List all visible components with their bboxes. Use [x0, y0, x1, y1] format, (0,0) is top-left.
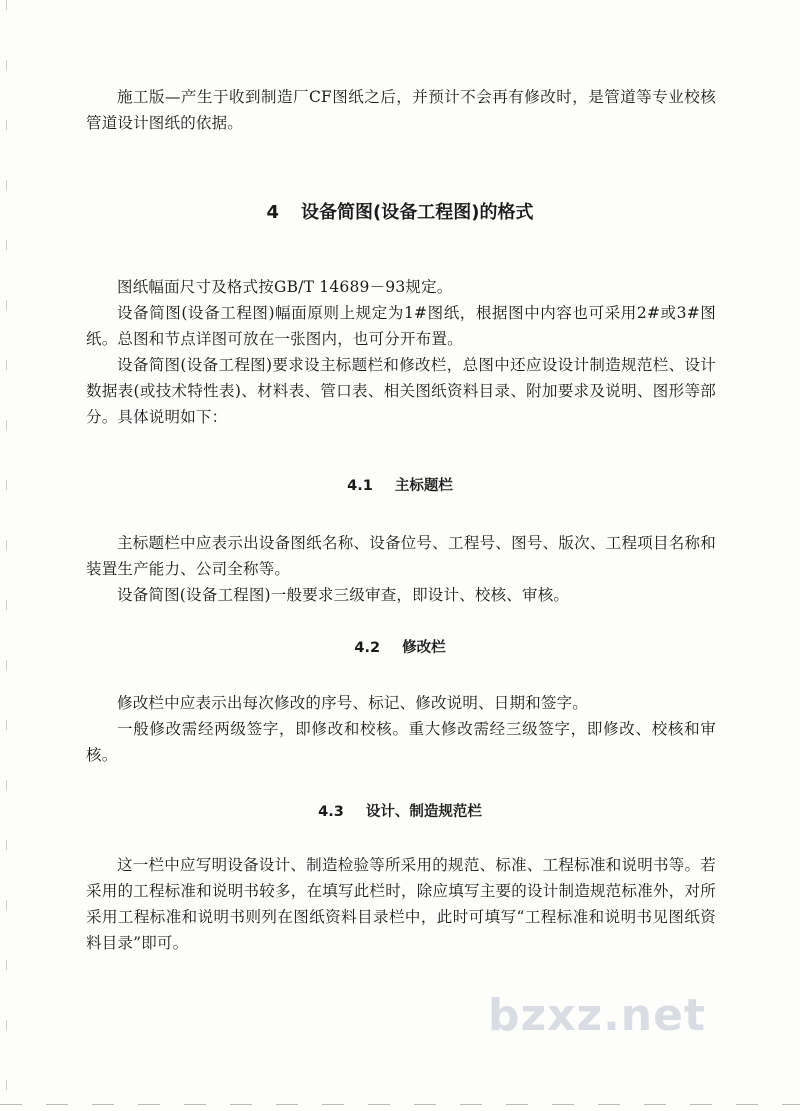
section-4-2-title: 修改栏 — [402, 640, 446, 656]
section-4-3-number: 4.3 — [318, 804, 344, 820]
section-4-title: 设备简图(设备工程图)的格式 — [301, 202, 534, 223]
section-4-3-paragraph-1: 这一栏中应写明设备设计、制造检验等所采用的规范、标准、工程标准和说明书等。若采用的工程标准和说明书较多，在填写此栏时，除应填写主要的设计制造规范标准外，对所采用工程标准和说明书则列在图纸资料目录栏中，此时可填写“工程标准和说明书见图纸资料目录”即可。 — [86, 856, 716, 952]
section-4-paragraph-2: 设备简图(设备工程图)幅面原则上规定为1#图纸，根据图中内容也可采用2#或3#图纸。总图和节点详图可放在一张图内，也可分开布置。 — [86, 304, 716, 348]
section-4-2-number: 4.2 — [354, 640, 381, 656]
section-4-2-paragraph-2: 一般修改需经两级签字，即修改和校核。重大修改需经三级签字，即修改、校核和审核。 — [86, 720, 716, 764]
section-4-3-title: 设计、制造规范栏 — [365, 804, 482, 820]
section-4-1-body — [86, 530, 716, 608]
section-4-number: 4 — [266, 202, 280, 223]
intro-paragraph: 施工版—产生于收到制造厂CF图纸之后，并预计不会再有修改时，是管道等专业校核管道设计图纸的依据。 — [86, 88, 716, 132]
section-4-heading — [0, 198, 800, 224]
watermark: bzxz.net — [488, 990, 707, 1041]
section-4-2-heading — [0, 636, 800, 657]
section-4-2-body — [86, 690, 716, 768]
section-4-paragraph-1: 图纸幅面尺寸及格式按GB/T 14689－93规定。 — [117, 278, 453, 296]
section-4-1-title: 主标题栏 — [394, 478, 453, 494]
scan-edge-left — [6, 0, 7, 1111]
section-4-1-paragraph-1: 主标题栏中应表示出设备图纸名称、设备位号、工程号、图号、版次、工程项目名称和装置生产能力、公司全称等。 — [86, 534, 716, 578]
section-4-1-number: 4.1 — [347, 478, 373, 494]
section-4-1-heading — [0, 474, 800, 495]
intro-block — [86, 84, 716, 136]
section-4-1-paragraph-2: 设备简图(设备工程图)一般要求三级审查，即设计、校核、审核。 — [117, 586, 570, 604]
section-4-paragraph-3: 设备简图(设备工程图)要求设主标题栏和修改栏，总图中还应设设计制造规范栏、设计数据表(或技术特性表)、材料表、管口表、相关图纸资料目录、附加要求及说明、图形等部分。具体说明如下： — [86, 356, 716, 426]
section-4-3-heading — [0, 800, 800, 821]
section-4-2-paragraph-1: 修改栏中应表示出每次修改的序号、标记、修改说明、日期和签字。 — [117, 694, 589, 712]
section-4-body — [86, 274, 716, 430]
section-4-3-body — [86, 852, 716, 956]
scan-bottom-edge — [0, 1104, 800, 1105]
